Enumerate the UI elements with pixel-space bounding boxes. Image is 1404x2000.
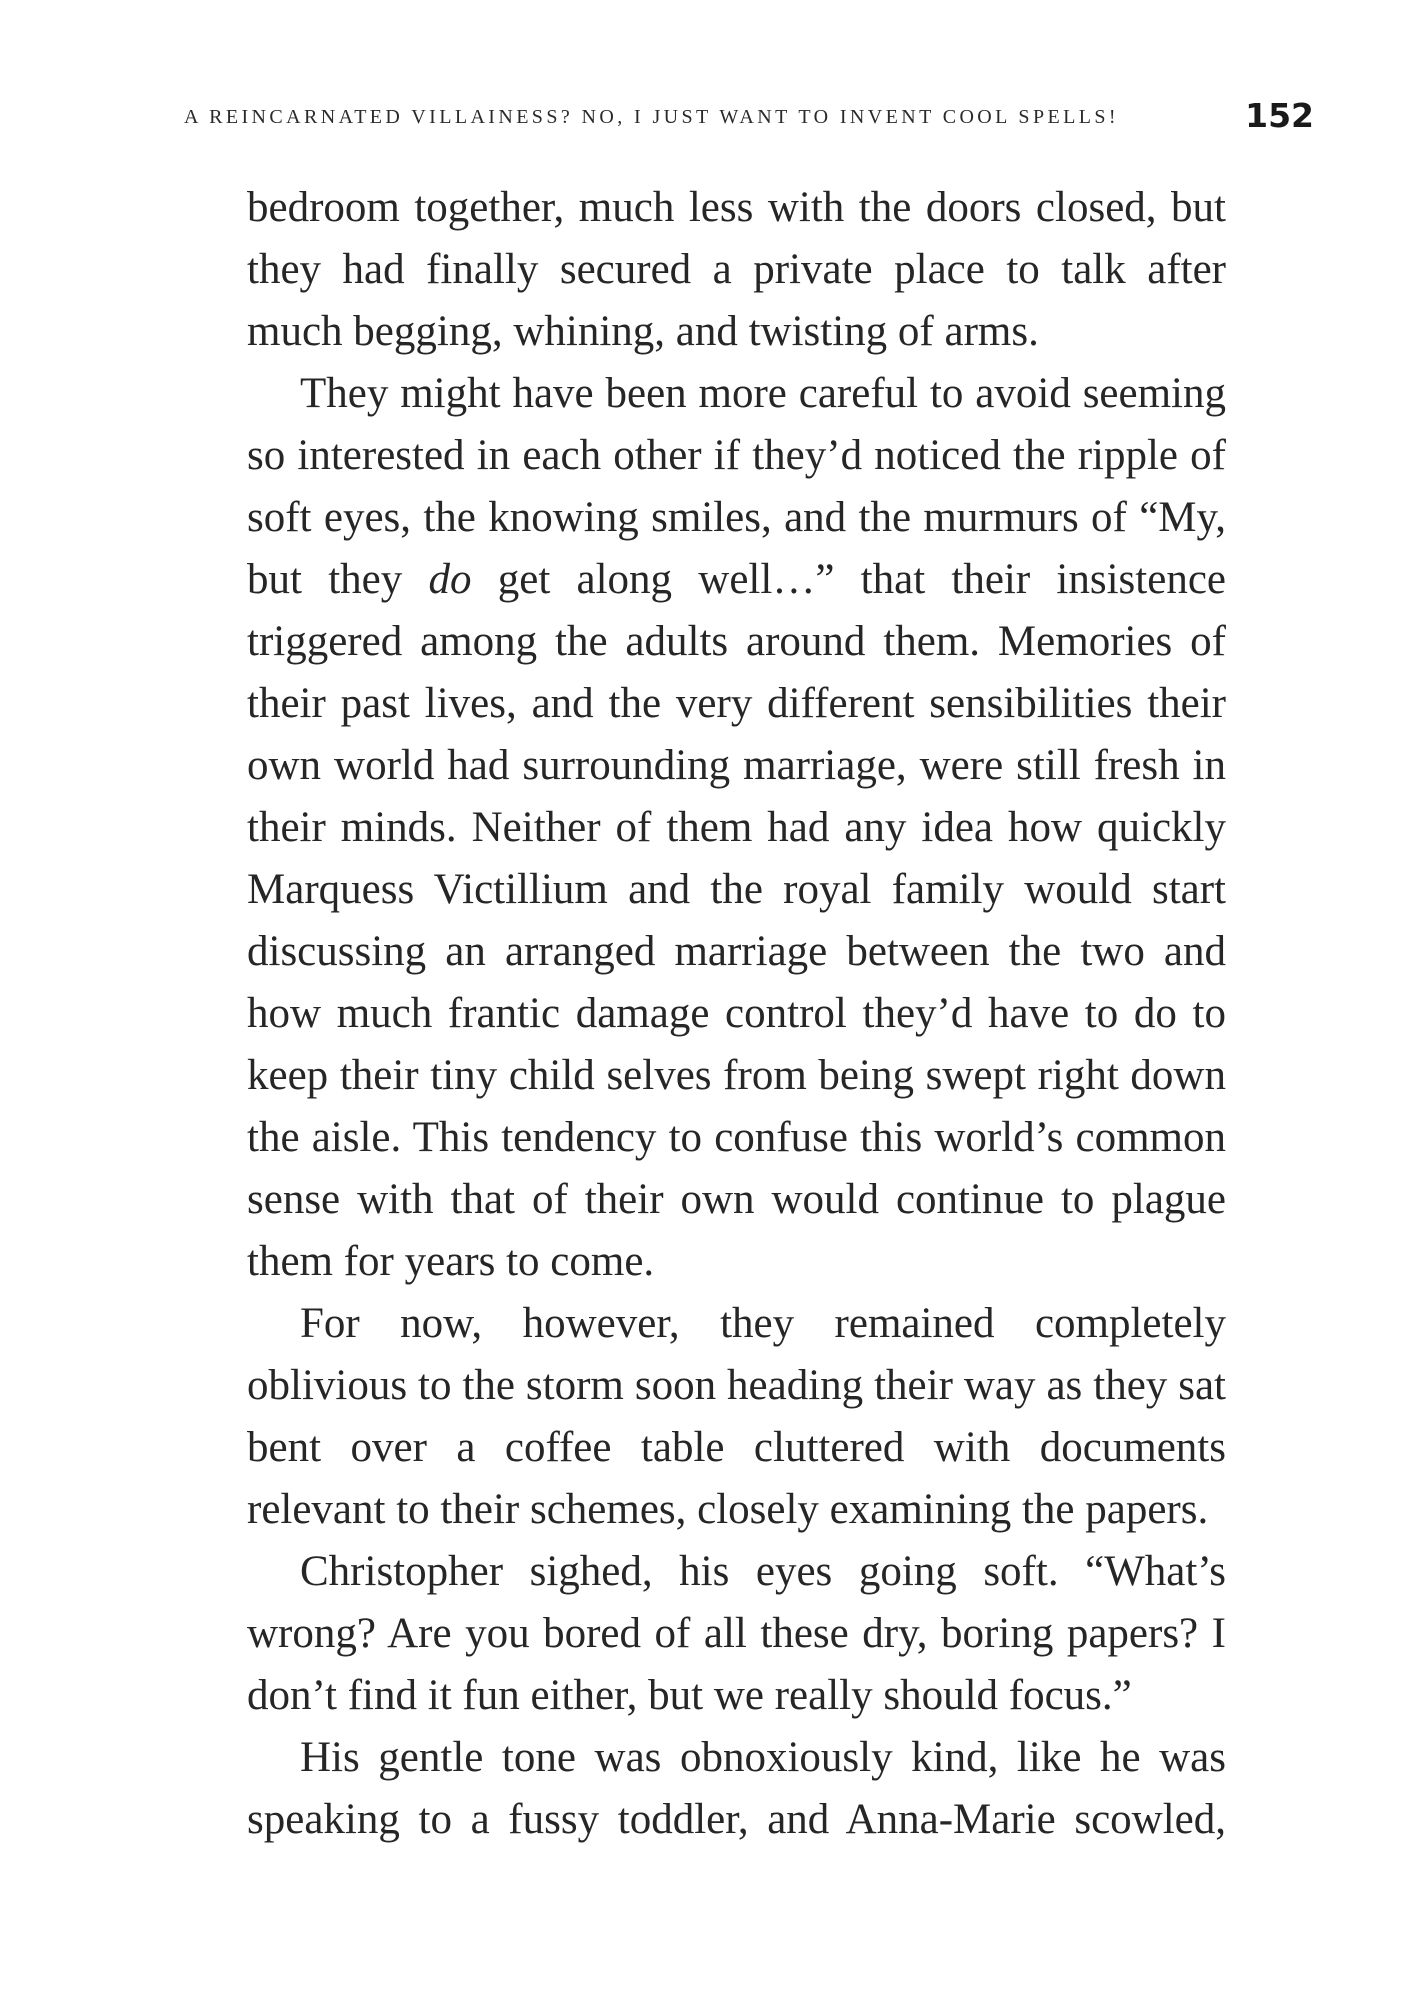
paragraph-2-text-end: get along well…” that their insistence triggered among the adults around them. Memories of their past lives, and the very different sensibilities their own world had surrounding marriage, were still fresh in their minds. Neither of them had any idea how quickly Marquess Victillium and the royal family would start discussing an arranged marriage between the two and how much frantic damage control they’d have to do to keep their tiny child selves from being swept right down the aisle. This tendency to confuse this world’s common sense with that of their own would continue to plague them for years to come. xyxy=(247,556,1226,1285)
paragraph-2 xyxy=(247,363,1226,1293)
running-head xyxy=(184,96,1314,140)
body-text xyxy=(247,177,1226,1851)
paragraph-1: bedroom together, much less with the doors closed, but they had finally secured a private place to talk after much begging, whining, and twisting of arms. xyxy=(247,184,1226,355)
book-title: A REINCARNATED VILLAINESS? NO, I JUST WANT TO INVENT COOL SPELLS! xyxy=(184,106,1119,128)
paragraph-2-text-start: They might have been more careful to avoid seeming so interested in each other if they’d noticed the ripple of soft eyes, the knowing smiles, and the murmurs of “My, but they xyxy=(247,370,1226,603)
paragraph-3: For now, however, they remained completely oblivious to the storm soon heading their way as they sat bent over a coffee table cluttered with documents relevant to their schemes, closely examining the papers. xyxy=(247,1300,1226,1533)
paragraph-5: His gentle tone was obnoxiously kind, like he was speaking to a fussy toddler, and Anna-Marie scowled, xyxy=(247,1734,1226,1843)
italic-emphasis: do xyxy=(428,556,472,603)
paragraph-4: Christopher sighed, his eyes going soft. “What’s wrong? Are you bored of all these dry, boring papers? I don’t find it fun either, but we really should focus.” xyxy=(247,1548,1226,1719)
page-number: 152 xyxy=(1245,96,1314,135)
